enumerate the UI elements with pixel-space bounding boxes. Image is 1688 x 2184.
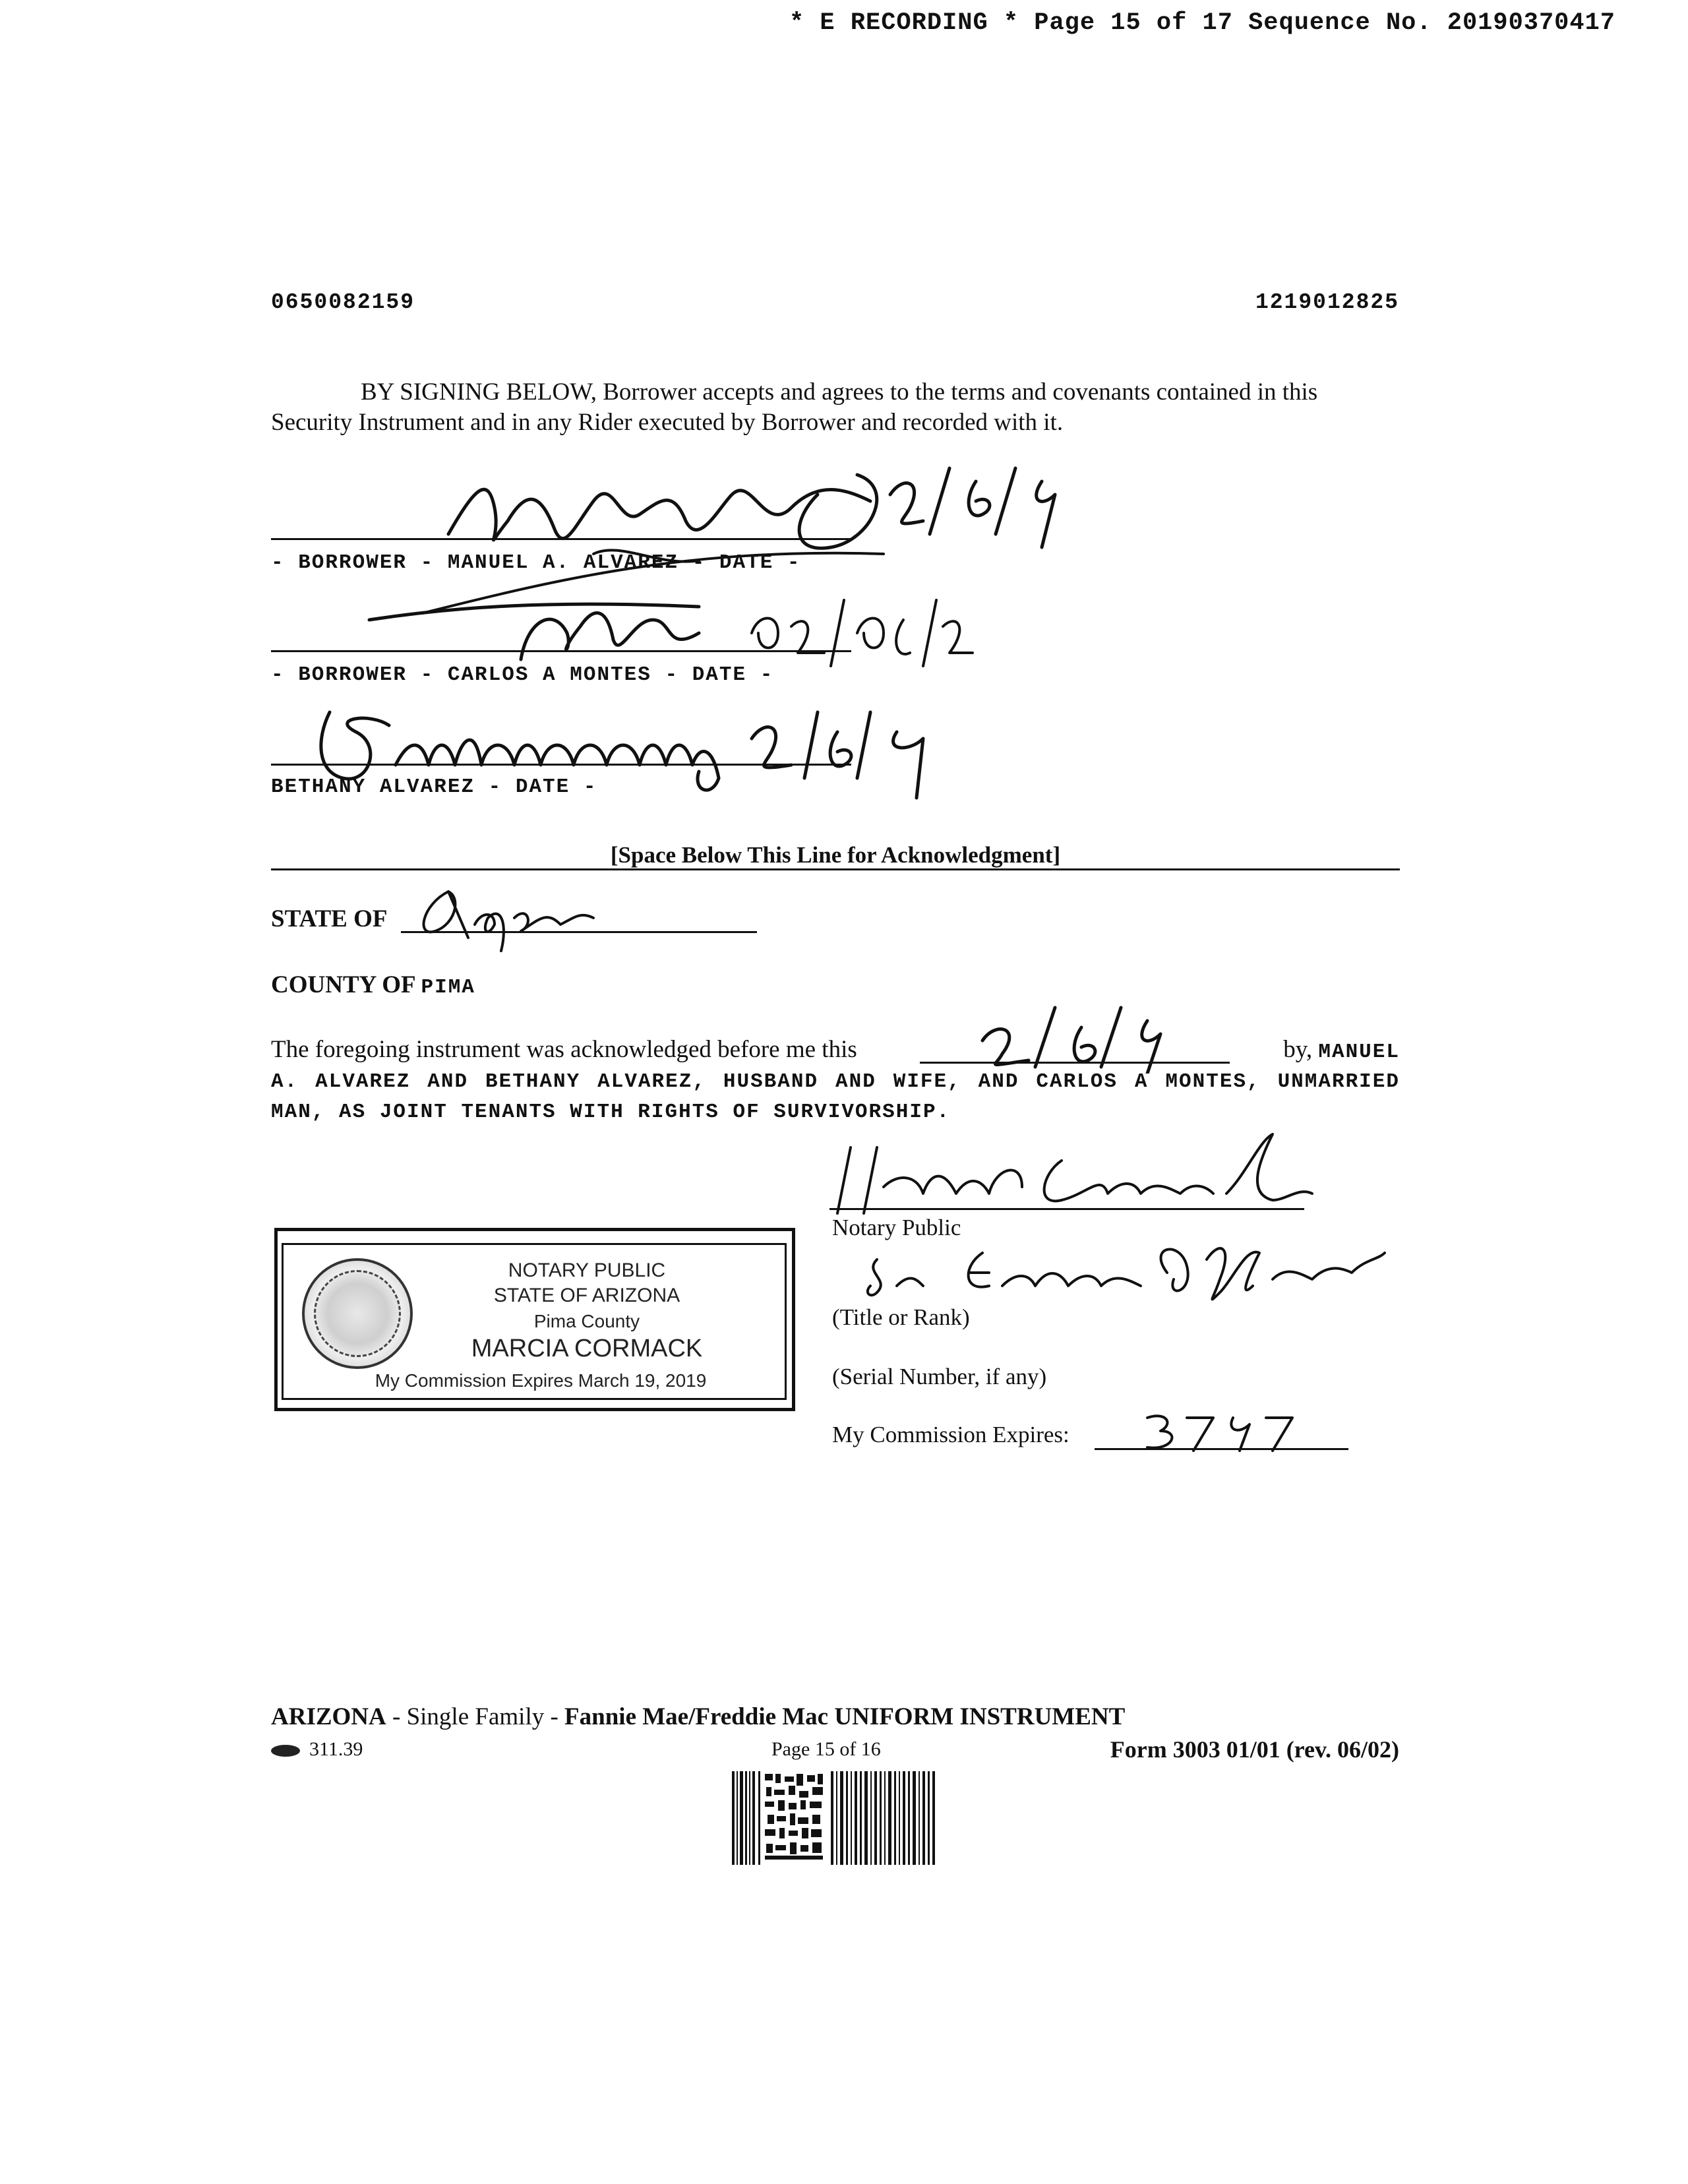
title-or-rank-label: (Title or Rank): [832, 1304, 970, 1330]
acceptance-text: BY SIGNING BELOW, Borrower accepts and agrees to the terms and covenants contained in this Security Instrument and in any Rider executed by Borrower and recorded with it.: [271, 379, 1318, 436]
county-value: PIMA: [421, 976, 475, 999]
state-of-label: STATE OF: [271, 905, 388, 932]
footer-separator: - Single Family -: [386, 1703, 565, 1730]
borrower-label-manuel: - BORROWER - MANUEL A. ALVAREZ - DATE -: [271, 551, 801, 574]
footer-state: ARIZONA: [271, 1703, 386, 1730]
handwritten-state: [409, 878, 607, 957]
notary-signature-line: [829, 1208, 1304, 1210]
handwritten-date-carlos: [745, 593, 982, 673]
handwritten-notary-title: [851, 1233, 1391, 1306]
acceptance-paragraph: [271, 377, 1400, 438]
acknowledgment-heading: [Space Below This Line for Acknowledgment]: [610, 842, 1061, 868]
footer-instrument: Fannie Mae/Freddie Mac UNIFORM INSTRUMENT: [564, 1703, 1126, 1730]
serial-number-label: (Serial Number, if any): [832, 1364, 1047, 1389]
handwritten-notary-signature: [824, 1121, 1352, 1220]
stamp-commission-expires: My Commission Expires March 19, 2019: [375, 1370, 707, 1391]
handwritten-signature-bethany: [290, 686, 950, 818]
notary-stamp: [274, 1228, 795, 1411]
acknowledged-names: A. ALVAREZ AND BETHANY ALVAREZ, HUSBAND AND WIFE, AND CARLOS A MONTES, UNMARRIED MAN, AS JOINT TENANTS WITH RIGHTS OF SURVIVORSHIP.: [271, 1070, 1400, 1124]
notary-seal: [302, 1258, 413, 1369]
handwritten-commission-expires: [1134, 1405, 1306, 1457]
stamp-notary-name: MARCIA CORMACK: [471, 1335, 703, 1362]
borrower-label-bethany: BETHANY ALVAREZ - DATE -: [271, 775, 597, 799]
names-start: MANUEL: [1318, 1041, 1400, 1064]
foregoing-text: The foregoing instrument was acknowledged before me this: [271, 1036, 857, 1063]
stamp-line-2: STATE OF ARIZONA: [493, 1285, 680, 1306]
recording-header: * E RECORDING * Page 15 of 17 Sequence No. 20190370417: [789, 9, 1615, 37]
by-text: by,: [1283, 1036, 1313, 1063]
acknowledgment-divider: [271, 868, 1400, 870]
loan-number-left: 0650082159: [271, 290, 415, 315]
handwritten-signature-carlos: [356, 580, 765, 673]
handwritten-date-manuel: [877, 455, 1075, 554]
loan-number-right: 1219012825: [1255, 290, 1399, 315]
notary-stamp-border: [282, 1243, 787, 1400]
notary-public-label: Notary Public: [832, 1215, 961, 1240]
stamp-line-1: NOTARY PUBLIC: [508, 1259, 666, 1281]
barcode-icon: [732, 1771, 936, 1865]
county-of-label: [271, 971, 475, 999]
handwritten-acknowledgment-date: [969, 1001, 1180, 1074]
footer-logo-icon: [271, 1745, 300, 1757]
footer-code-text: 311.39: [309, 1738, 363, 1760]
borrower-label-carlos: - BORROWER - CARLOS A MONTES - DATE -: [271, 663, 774, 686]
acknowledgment-by: [1283, 1035, 1400, 1064]
footer-form-number: Form 3003 01/01 (rev. 06/02): [1110, 1736, 1399, 1763]
footer-code: [271, 1738, 363, 1761]
county-label-text: COUNTY OF: [271, 971, 415, 998]
commission-expires-label: My Commission Expires:: [832, 1422, 1070, 1447]
footer-page-number: Page 15 of 16: [771, 1738, 881, 1760]
footer-form-title: [271, 1703, 1125, 1731]
stamp-line-3: Pima County: [533, 1311, 640, 1331]
